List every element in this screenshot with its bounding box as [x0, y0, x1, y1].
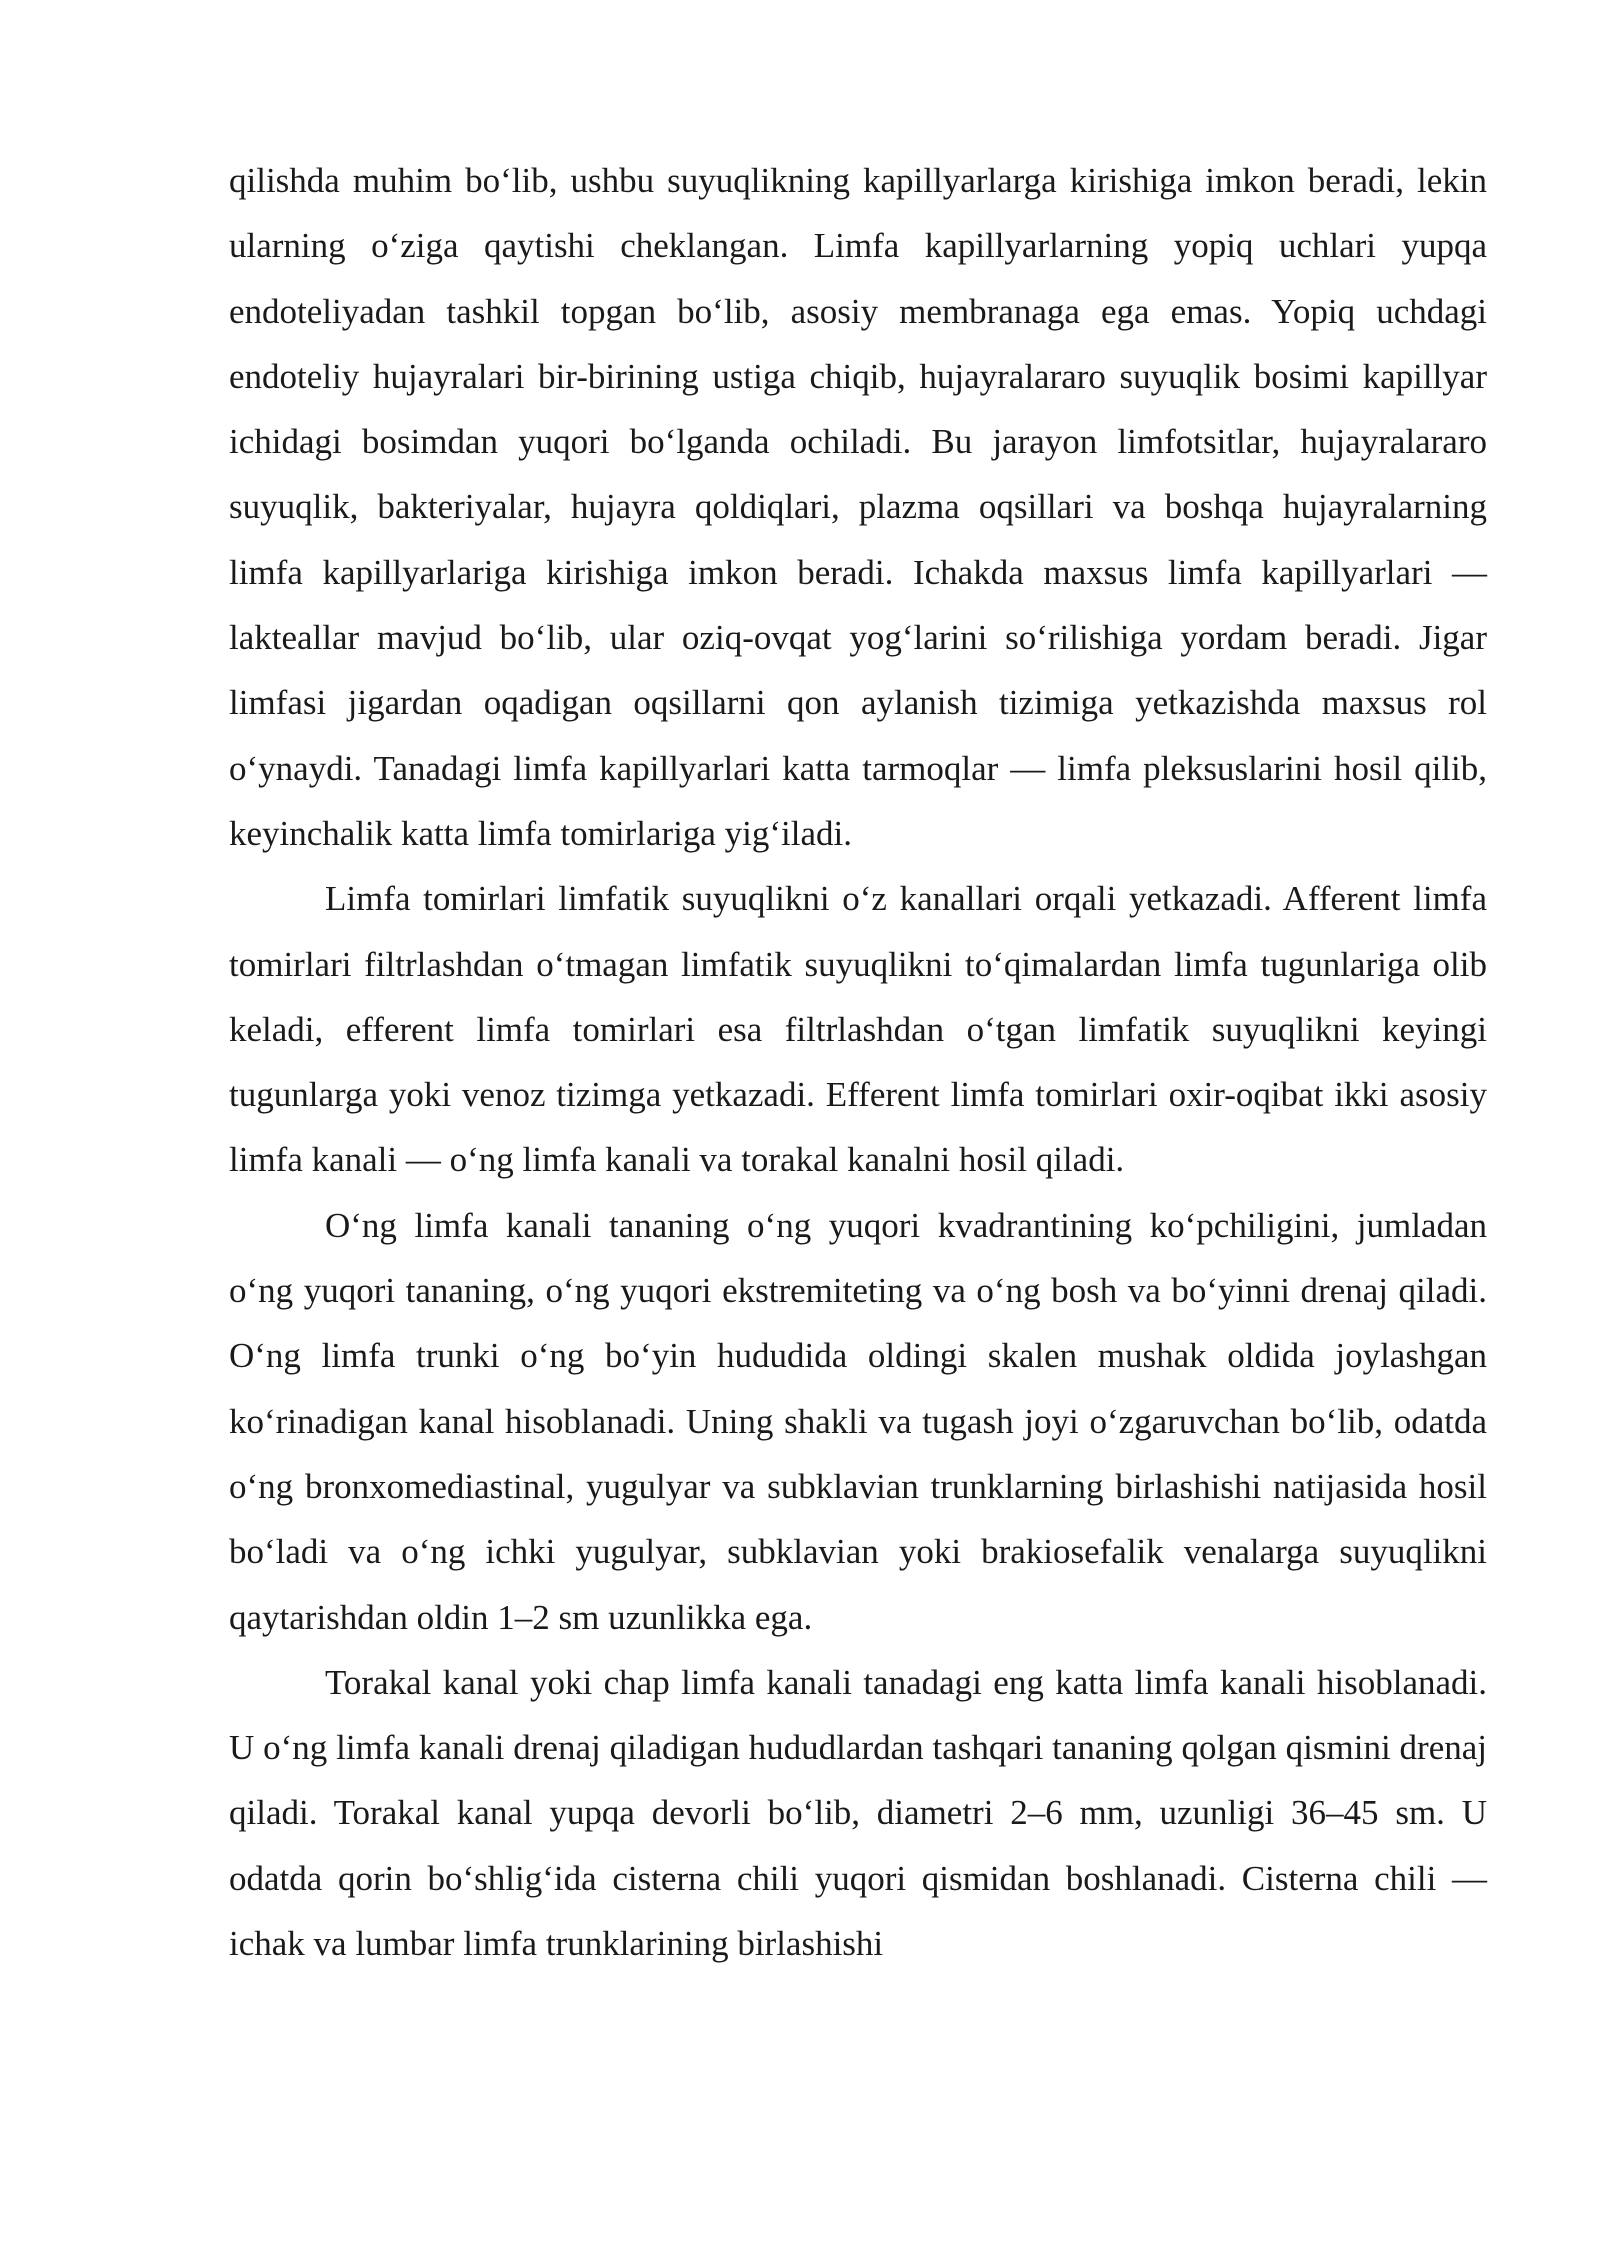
paragraph-thoracic-duct: Torakal kanal yoki chap limfa kanali tanadagi eng katta limfa kanali hisoblanadi. U o‘ng limfa kanali drenaj qiladigan hududlardan tashqari tananing qolgan qismini drenaj qiladi. Torakal kanal yupqa devorli bo‘lib, diametri 2–6 mm, uzunligi 36–45 sm. U odatda qorin bo‘shlig‘ida cisterna chili yuqori qismidan boshlanadi. Cisterna chili — ichak va lumbar limfa trunklarining birlashishi: [229, 1662, 1487, 1964]
paragraph-continuation: qilishda muhim bo‘lib, ushbu suyuqlikning kapillyarlarga kirishiga imkon beradi, lekin ularning o‘ziga qaytishi cheklangan. Limfa kapillyarlarning yopiq uchlari yupqa endoteliyadan tashkil topgan bo‘lib, asosiy membranaga ega emas. Yopiq uchdagi endoteliy hujayralari bir-birining ustiga chiqib, hujayralararo suyuqlik bosimi kapillyar ichidagi bosimdan yuqori bo‘lganda ochiladi. Bu jarayon limfotsitlar, hujayralararo suyuqlik, bakteriyalar, hujayra qoldiqlari, plazma oqsillari va boshqa hujayralarning limfa kapillyarlariga kirishiga imkon beradi. Ichakda maxsus limfa kapillyarlari — lakteallar mavjud bo‘lib, ular oziq-ovqat yog‘larini so‘rilishiga yordam beradi. Jigar limfasi jigardan oqadigan oqsillarni qon aylanish tizimiga yetkazishda maxsus rol o‘ynaydi. Tanadagi limfa kapillyarlari katta tarmoqlar — limfa pleksuslarini hosil qilib, keyinchalik katta limfa tomirlariga yig‘iladi.: [229, 161, 1487, 853]
paragraph-right-lymph-duct: O‘ng limfa kanali tananing o‘ng yuqori kvadrantining ko‘pchiligini, jumladan o‘ng yuqori tananing, o‘ng yuqori ekstremiteting va o‘ng bosh va bo‘yinni drenaj qiladi. O‘ng limfa trunki o‘ng bo‘yin hududida oldingi skalen mushak oldida joylashgan ko‘rinadigan kanal hisoblanadi. Uning shakli va tugash joyi o‘zgaruvchan bo‘lib, odatda o‘ng bronxomediastinal, yugulyar va subklavian trunklarning birlashishi natijasida hosil bo‘ladi va o‘ng ichki yugulyar, subklavian yoki brakiosefalik venalarga suyuqlikni qaytarishdan oldin 1–2 sm uzunlikka ega.: [229, 1205, 1487, 1637]
paragraph-lymph-vessels: Limfa tomirlari limfatik suyuqlikni o‘z kanallari orqali yetkazadi. Afferent limfa tomirlari filtrlashdan o‘tmagan limfatik suyuqlikni to‘qimalardan limfa tugunlariga olib keladi, efferent limfa tomirlari esa filtrlashdan o‘tgan limfatik suyuqlikni keyingi tugunlarga yoki venoz tizimga yetkazadi. Efferent limfa tomirlari oxir-oqibat ikki asosiy limfa kanali — o‘ng limfa kanali va torakal kanalni hosil qiladi.: [229, 879, 1487, 1180]
body-text: [229, 148, 1487, 1976]
